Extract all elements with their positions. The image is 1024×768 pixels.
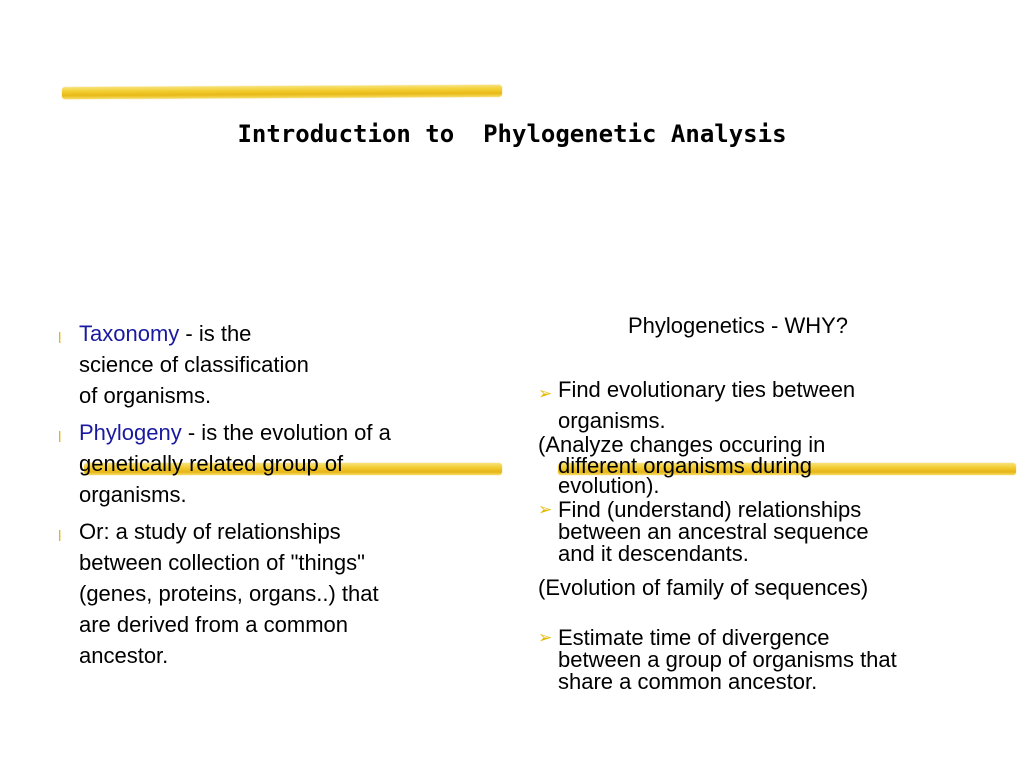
arrow-bullet-icon: ➢ <box>538 500 553 519</box>
note-evolution-family: (Evolution of family of sequences) <box>538 575 869 600</box>
left-bullet-list <box>58 318 478 677</box>
bullet-line: are derived from a common <box>79 612 348 637</box>
bullet-line: organisms. <box>79 482 187 507</box>
bullet-line: of organisms. <box>79 383 212 408</box>
term-phylogeny: Phylogeny <box>79 420 182 445</box>
bullet-icon: l <box>58 429 62 446</box>
note-analyze-changes <box>538 434 1008 496</box>
note-line: (Analyze changes occuring in <box>538 432 826 457</box>
bullet-taxonomy <box>58 318 478 411</box>
bullet-icon: l <box>58 330 62 347</box>
bullet-line: ancestor. <box>79 643 169 668</box>
why-heading: Phylogenetics - WHY? <box>627 313 849 338</box>
right-column <box>538 312 1008 693</box>
arrow-bullet-icon: ➢ <box>538 384 553 403</box>
bullet-phylogeny <box>58 417 478 510</box>
bullet-text: Or: a study of relationships <box>79 519 341 544</box>
bullet-text: - is the <box>179 321 252 346</box>
reason-line: share a common ancestor. <box>558 669 818 694</box>
note-line: evolution). <box>558 473 660 498</box>
reason-find-relationships <box>538 499 1008 565</box>
bullet-icon: l <box>58 528 62 545</box>
bullet-line: science of classification <box>79 352 309 377</box>
reason-estimate-divergence <box>538 627 1008 693</box>
reason-line: Estimate time of divergence <box>558 625 830 650</box>
arrow-bullet-icon: ➢ <box>538 628 553 647</box>
bullet-or-study <box>58 516 478 671</box>
bullet-line: between collection of "things" <box>79 550 365 575</box>
note-line: different organisms during <box>558 453 812 478</box>
slide-title: Introduction to Phylogenetic Analysis <box>237 120 787 148</box>
bullet-line: genetically related group of <box>79 451 344 476</box>
reason-line: and it descendants. <box>558 541 749 566</box>
reason-line: between an ancestral sequence <box>558 519 869 544</box>
reason-line: between a group of organisms that <box>558 647 897 672</box>
bullet-text: - is the evolution of a <box>181 420 391 445</box>
term-taxonomy: Taxonomy <box>79 321 180 346</box>
reason-line: Find evolutionary ties between <box>558 377 856 402</box>
bullet-line: (genes, proteins, organs..) that <box>79 581 379 606</box>
reason-line: Find (understand) relationships <box>558 497 862 522</box>
reason-find-ties <box>538 374 1008 436</box>
reason-line: organisms. <box>558 408 666 433</box>
decorative-highlight-stroke-top <box>62 85 502 99</box>
